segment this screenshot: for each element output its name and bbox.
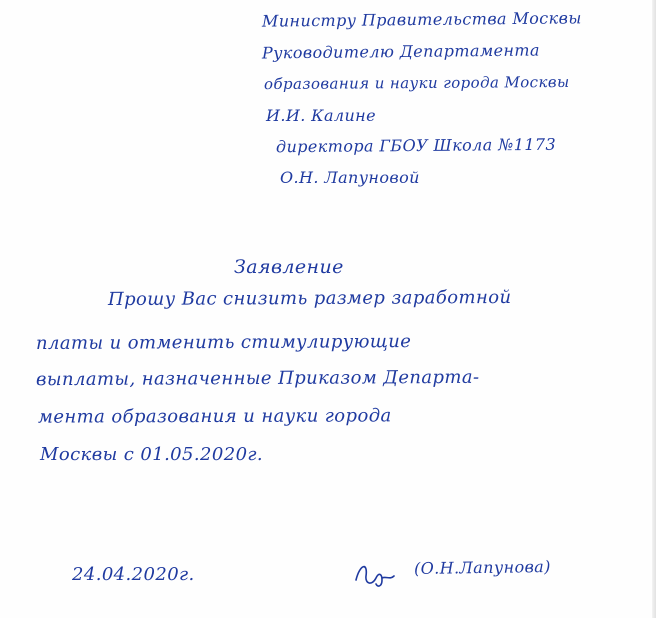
document-title: Заявление — [234, 256, 344, 278]
handwritten-signature — [352, 556, 402, 590]
signature-name: (О.Н.Лапунова) — [413, 557, 551, 578]
body-line-5: Москвы с 01.05.2020г. — [40, 444, 264, 465]
scan-edge-shadow — [652, 0, 656, 618]
addressee-line-2: Руководителю Департамента — [261, 40, 540, 63]
addressee-line-5: директора ГБОУ Школа №1173 — [275, 134, 557, 157]
body-line-2: платы и отменить стимулирующие — [35, 331, 412, 354]
addressee-line-4: И.И. Калине — [266, 106, 376, 125]
body-line-3: выплаты, назначенные Приказом Департа- — [35, 366, 480, 391]
signature-date: 24.04.2020г. — [72, 564, 195, 585]
body-line-1: Прошу Вас снизить размер заработной — [107, 286, 512, 311]
addressee-line-6: О.Н. Лапуновой — [280, 168, 420, 187]
addressee-line-3: образования и науки города Москвы — [263, 72, 570, 94]
body-line-4: мента образования и науки города — [37, 405, 392, 428]
addressee-line-1: Министру Правительства Москвы — [261, 8, 582, 31]
